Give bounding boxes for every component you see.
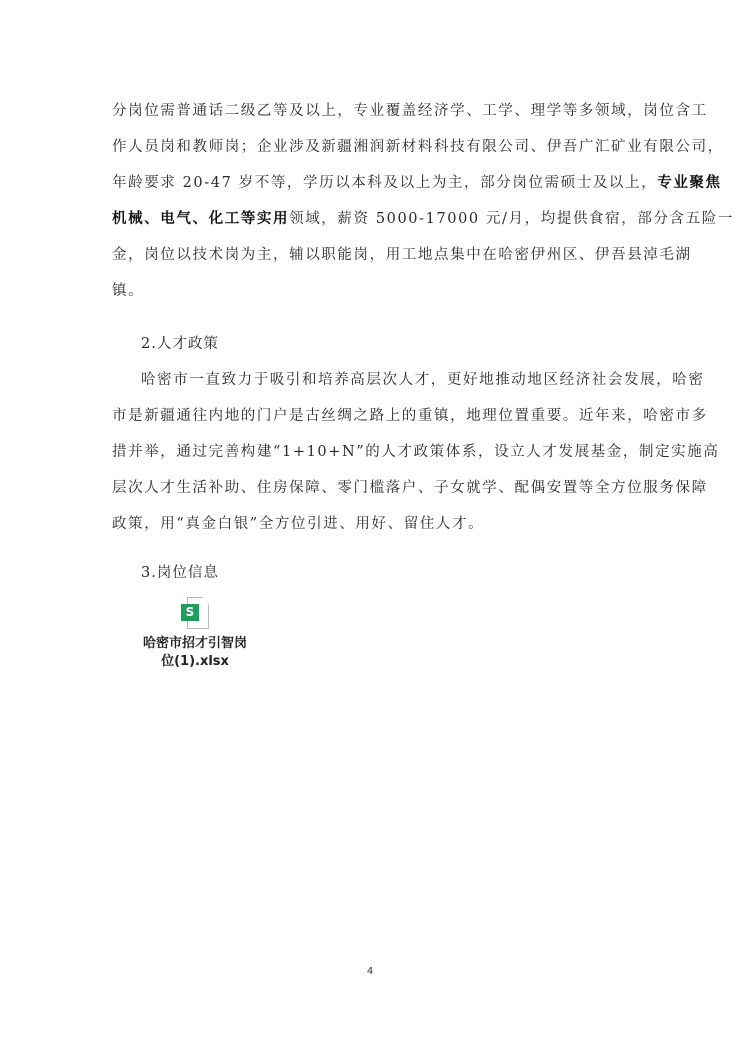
- text-run: 领域，薪资 5000-17000 元/月，均提供食宿，部分含五险一: [289, 211, 734, 227]
- attachment-xlsx[interactable]: [140, 597, 250, 671]
- paragraph-line: 措并举，通过完善构建“1+10+N”的人才政策体系，设立人才发展基金，制定实施高: [112, 444, 720, 460]
- paragraph-line: [112, 173, 722, 193]
- bold-text-run: 专业聚焦: [657, 174, 722, 191]
- paragraph-line: 哈密市一直致力于吸引和培养高层次人才，更好地推动地区经济社会发展，哈密: [141, 372, 705, 388]
- paragraph-line: 层次人才生活补助、住房保障、零门槛落户、子女就学、配偶安置等全方位服务保障: [112, 480, 708, 496]
- section-heading: 3.岗位信息: [141, 565, 219, 581]
- spreadsheet-file-icon[interactable]: [181, 597, 209, 631]
- file-badge: S: [181, 604, 199, 621]
- attachment-name-line1[interactable]: 哈密市招才引智岗: [142, 636, 247, 651]
- paragraph-line: 政策，用“真金白银”全方位引进、用好、留住人才。: [112, 516, 485, 532]
- paragraph-line: 市是新疆通往内地的门户是古丝绸之路上的重镇，地理位置重要。近年来，哈密市多: [112, 408, 708, 424]
- bold-text-run: 机械、电气、化工等实用: [112, 210, 290, 227]
- paragraph-line: 镇。: [112, 283, 145, 299]
- attachment-name-line2[interactable]: 位(1).xlsx: [161, 654, 229, 669]
- page-number: 4: [366, 966, 374, 977]
- paragraph-line: 金，岗位以技术岗为主，辅以职能岗，用工地点集中在哈密伊州区、伊吾县淖毛湖: [112, 247, 692, 263]
- section-heading: 2.人才政策: [141, 336, 219, 352]
- paragraph-line: 分岗位需普通话二级乙等及以上，专业覆盖经济学、工学、理学等多领域，岗位含工: [112, 103, 708, 119]
- text-run: 年龄要求 20-47 岁不等，学历以本科及以上为主，部分岗位需硕士及以上，: [112, 175, 658, 191]
- paragraph-line: 作人员岗和教师岗；企业涉及新疆湘润新材料科技有限公司、伊吾广汇矿业有限公司，: [112, 139, 724, 155]
- paragraph-line: [112, 209, 734, 229]
